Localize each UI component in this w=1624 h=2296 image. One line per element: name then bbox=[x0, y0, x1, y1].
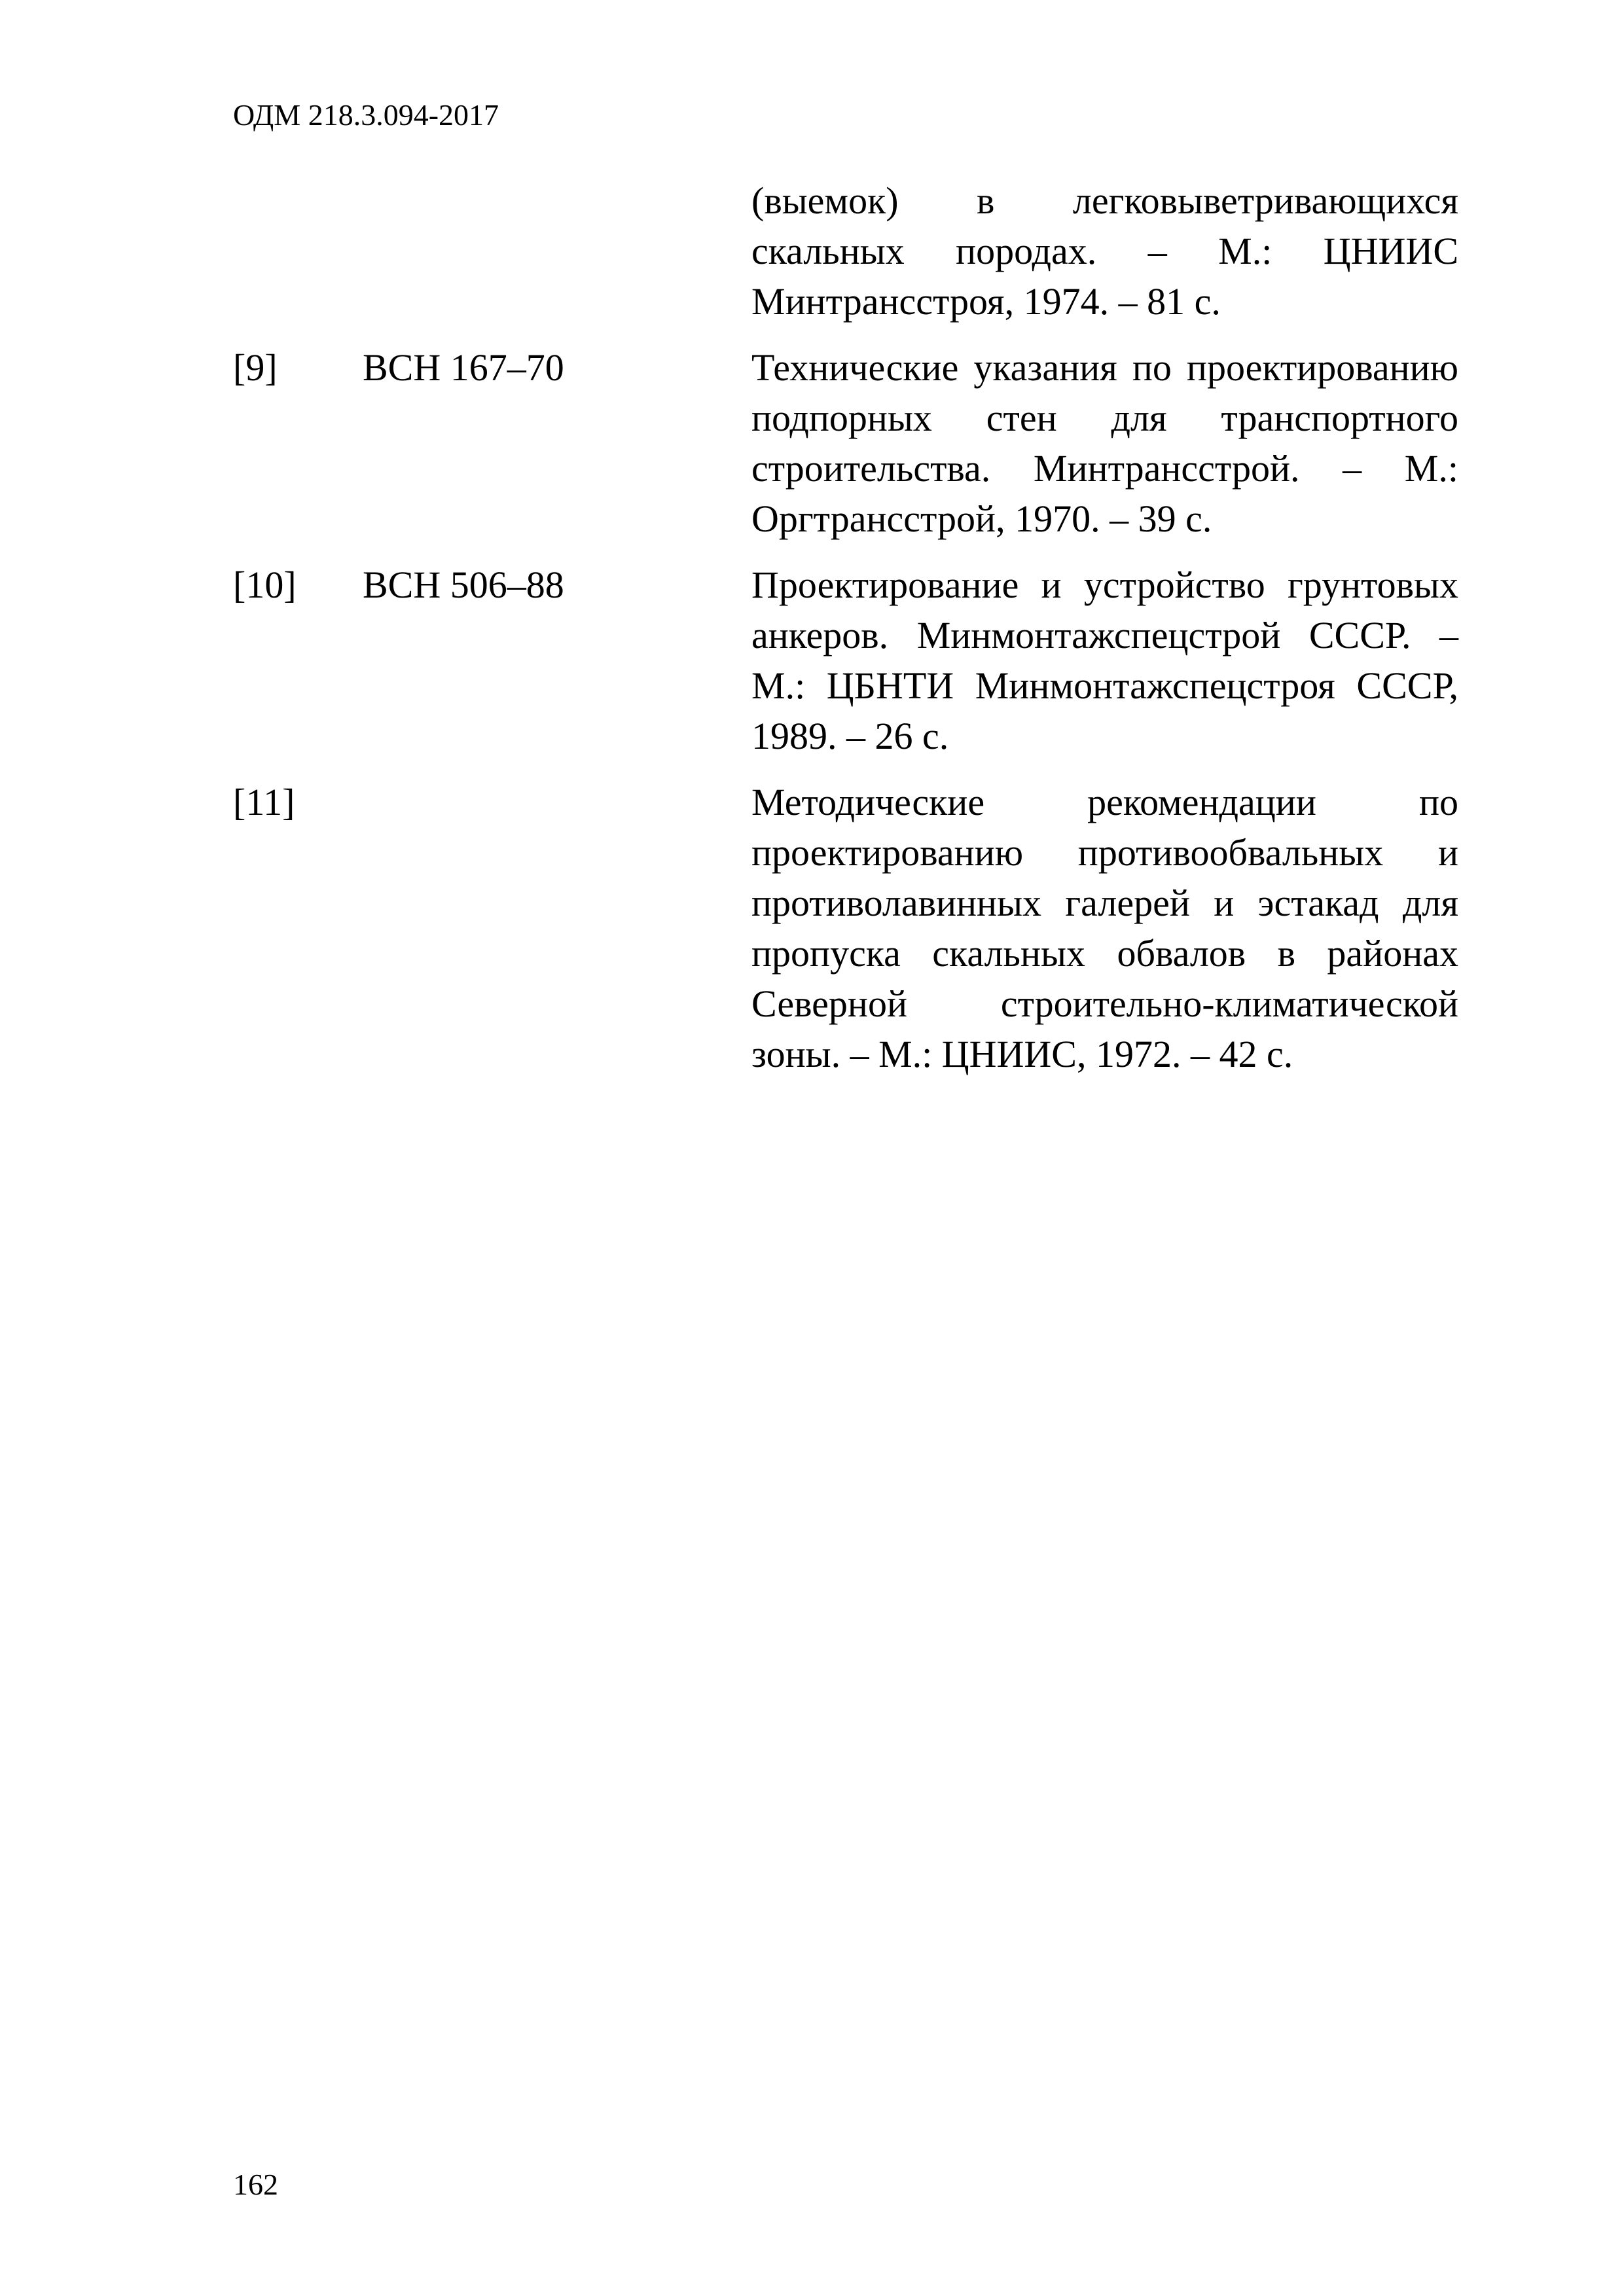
reference-item bbox=[233, 777, 1458, 1079]
reference-item bbox=[233, 175, 1458, 327]
reference-text: Проектирование и устройство грунтовых анкеров. Минмонтажспецстрой СССР. – М.: ЦБНТИ Минмонтажспецстроя СССР, 1989. – 26 с. bbox=[751, 564, 1458, 757]
reference-number: [11] bbox=[233, 781, 295, 823]
document-header: ОДМ 218.3.094-2017 bbox=[233, 98, 499, 132]
reference-text: Методические рекомендации по проектированию противообвальных и противолавинных галерей и эстакад для пропуска скальных обвалов в районах Северной строительно-климатической зоны. – М.: ЦНИИС, 1972. – 42 с. bbox=[751, 781, 1458, 1075]
reference-code: ВСН 167–70 bbox=[363, 346, 564, 389]
reference-text: Технические указания по проектированию подпорных стен для транспортного строительства. Минтрансстрой. – М.: Оргтрансстрой, 1970. – 39 с. bbox=[751, 346, 1458, 540]
reference-code: ВСН 506–88 bbox=[363, 564, 564, 606]
reference-list bbox=[233, 175, 1458, 1095]
reference-number: [10] bbox=[233, 564, 297, 606]
reference-number: [9] bbox=[233, 346, 278, 389]
reference-text: (выемок) в легковыветривающихся скальных породах. – М.: ЦНИИС Минтрансстроя, 1974. – 81 с. bbox=[751, 179, 1458, 323]
page-number: 162 bbox=[233, 2168, 278, 2201]
reference-item bbox=[233, 342, 1458, 544]
reference-item bbox=[233, 560, 1458, 761]
